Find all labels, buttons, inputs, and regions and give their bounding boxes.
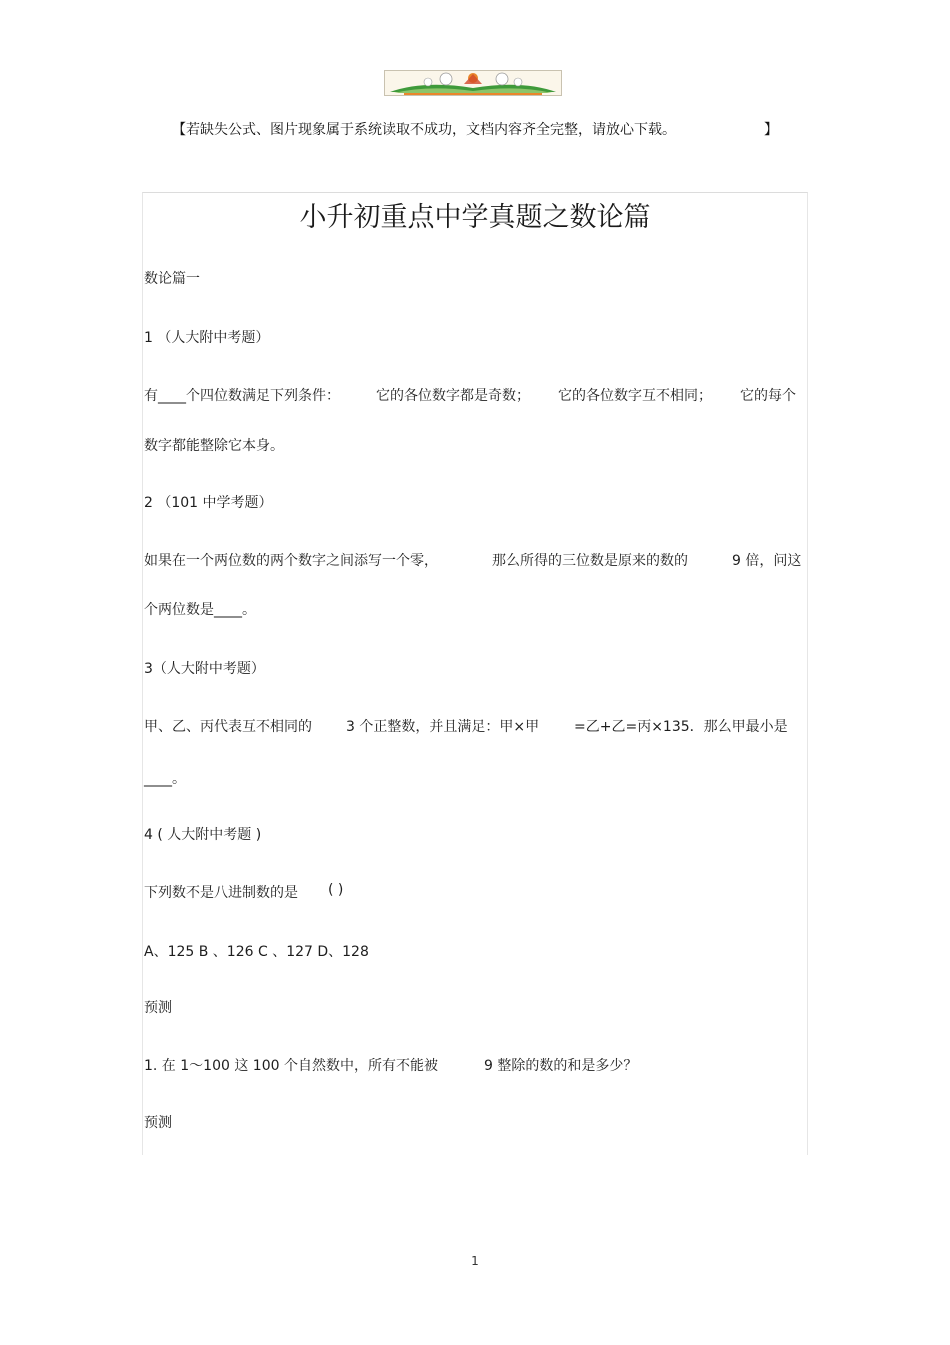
notice-text: 【若缺失公式、图片现象属于系统读取不成功，文档内容齐全完整，请放心下载。 xyxy=(172,122,676,138)
q2-text-b: 那么所得的三位数是原来的数的 xyxy=(492,553,688,569)
predict-heading-2: 预测 xyxy=(144,1115,172,1131)
q3-heading: 3（人大附中考题） xyxy=(144,661,265,677)
q4-text-a: 下列数不是八进制数的是 xyxy=(144,885,298,901)
q3-text-c: =乙+乙=丙×135．那么甲最小是 xyxy=(574,719,788,735)
q3-line2: ____。 xyxy=(144,771,186,787)
q1-line2: 数字都能整除它本身。 xyxy=(144,438,284,454)
page-number: 1 xyxy=(471,1254,479,1268)
q1-text-a: 有____个四位数满足下列条件： xyxy=(144,388,340,404)
download-notice xyxy=(172,119,782,139)
q1-heading: 1 （人大附中考题） xyxy=(144,330,270,346)
q3-text-a: 甲、乙、丙代表互不相同的 xyxy=(144,719,312,735)
q4-options: A、125 B 、126 C 、127 D、128 xyxy=(144,944,369,960)
q1-text-c: 它的各位数字互不相同； xyxy=(558,388,712,404)
q1-text-d: 它的每个 xyxy=(740,388,796,404)
p1-text-b: 9 整除的数的和是多少？ xyxy=(484,1058,638,1074)
section-heading: 数论篇一 xyxy=(144,271,200,287)
q1-text-b: 它的各位数字都是奇数； xyxy=(376,388,530,404)
q4-text-b: ( ) xyxy=(328,882,344,898)
publisher-logo xyxy=(384,70,562,96)
q2-heading: 2 （101 中学考题） xyxy=(144,495,273,511)
q2-line2: 个两位数是____。 xyxy=(144,602,256,618)
q2-text-c: 9 倍，问这 xyxy=(732,553,802,569)
q2-text-a: 如果在一个两位数的两个数字之间添写一个零， xyxy=(144,553,438,569)
q4-heading: 4 ( 人大附中考题 ) xyxy=(144,827,262,843)
document-title: 小升初重点中学真题之数论篇 xyxy=(299,202,651,233)
notice-close-bracket: 】 xyxy=(764,122,778,138)
p1-text-a: 1. 在 1～100 这 100 个自然数中，所有不能被 xyxy=(144,1058,438,1074)
predict-heading: 预测 xyxy=(144,1000,172,1016)
q3-text-b: 3 个正整数，并且满足：甲×甲 xyxy=(346,719,540,735)
